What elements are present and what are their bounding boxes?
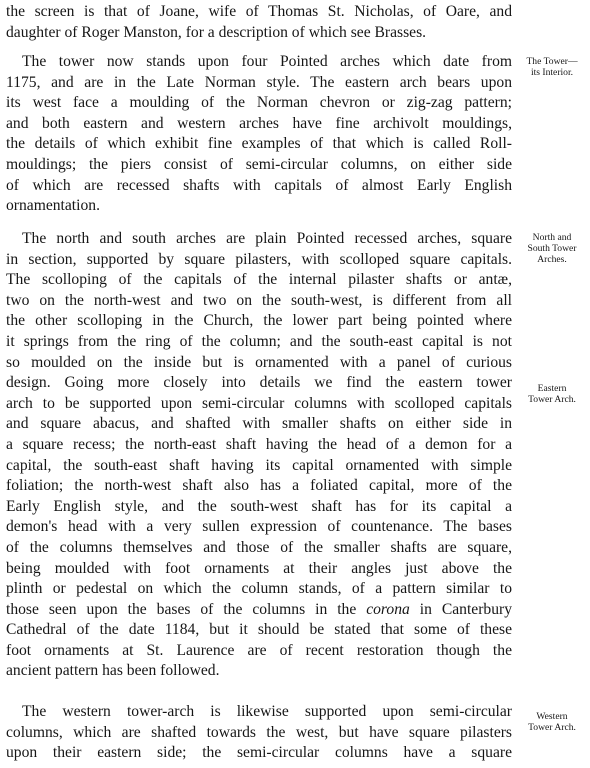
paragraph-tower-interior — [6, 52, 512, 217]
text-line: a square recess; the north-east shaft having the head of a demon for a — [6, 435, 512, 453]
text-line: of the columns themselves and those of the smaller shafts are square, — [6, 538, 512, 556]
paragraph-continuation — [6, 2, 512, 43]
sidenote-line: Western — [536, 711, 568, 722]
sidenote-line: Tower Arch. — [528, 722, 576, 733]
sidenote-line: The Tower— — [526, 56, 578, 67]
text-line: The tower now stands upon four Pointed arches which date from — [22, 53, 512, 70]
text-line: so moulded on the inside but is ornamented with a panel of curious — [6, 353, 512, 371]
text-line: mouldings; the piers consist of semi-circular columns, on either side — [6, 155, 512, 173]
text-line: The western tower-arch is likewise supported upon semi-circular — [22, 703, 512, 720]
text-line: and square abacus, and shafted with smaller shafts on either side in — [6, 415, 512, 433]
text-line: demon's head with a very sullen expression of countenance. The bases — [6, 518, 512, 536]
text-line: daughter of Roger Manston, for a description of which see Brasses. — [6, 23, 427, 41]
italic-word: corona — [366, 600, 410, 618]
text-line: ornamentation. — [6, 197, 100, 215]
sidenote-western-tower-arch — [516, 711, 588, 733]
sidenote-line: Eastern — [537, 383, 567, 394]
text-line: two on the north-west and two on the south-west, is different from all — [6, 291, 512, 309]
text-line: foliation; the north-west shaft also has a foliated capital, more of the — [6, 477, 512, 495]
sidenote-line: Tower Arch. — [528, 394, 576, 405]
text-line: its west face a moulding of the Norman chevron or zig-zag pattern; — [6, 94, 512, 112]
text-line: the screen is that of Joane, wife of Thomas St. Nicholas, of Oare, and — [6, 3, 512, 20]
text-line: of which are recessed shafts with capitals of almost Early English — [6, 176, 512, 194]
text-line: the details of which exhibit fine examples of that which is called Roll- — [6, 135, 512, 153]
text-line: the other scolloping in the Church, the lower part being pointed where — [6, 312, 512, 330]
sidenote-line: its Interior. — [530, 67, 574, 78]
text-line: in section, supported by square pilasters, with scolloped square capitals. — [6, 250, 512, 268]
text-line: Early English style, and the south-west shaft has for its capital a — [6, 497, 512, 515]
paragraph-north-south-arches — [6, 229, 512, 682]
text-line: plinth or pedestal on which the column stands, of a pattern similar to — [6, 580, 512, 598]
text-line: it springs from the ring of the column; and the south-east capital is not — [6, 332, 512, 350]
sidenote-tower-interior — [516, 56, 588, 78]
sidenote-line: North and — [532, 232, 572, 243]
text-line: being moulded with foot ornaments at their angles just above the — [6, 559, 512, 577]
text-line: and both eastern and western arches have fine archivolt mouldings, — [6, 114, 512, 132]
text-line: foot ornaments at St. Laurence are of recent restoration though the — [6, 641, 512, 659]
text-line: arch to be supported upon semi-circular columns with scolloped capitals — [6, 394, 512, 412]
text-segment: those seen upon the bases of the columns in the — [6, 600, 357, 618]
paragraph-western-tower-arch — [6, 702, 512, 764]
sidenote-line: South Tower — [527, 243, 577, 254]
text-line: 1175, and are in the Late Norman style. The eastern arch bears upon — [6, 73, 512, 91]
text-line: columns, which are shafted towards the west, but have square pilasters — [6, 723, 512, 741]
sidenote-north-south-arches — [516, 232, 588, 265]
text-line: capital, the south-east shaft having its capital ornamented with simple — [6, 456, 512, 474]
text-line: The scolloping of the capitals of the internal pilaster shafts or antæ, — [6, 271, 512, 289]
text-line: Cathedral of the date 1184, but it should be stated that some of these — [6, 621, 512, 639]
text-segment: in Canterbury — [409, 600, 512, 618]
text-line-with-italic — [6, 600, 512, 621]
text-line: upon their eastern side; the semi-circular columns have a square — [6, 744, 512, 762]
sidenote-eastern-tower-arch — [516, 383, 588, 405]
sidenote-line: Arches. — [537, 254, 567, 265]
text-line: The north and south arches are plain Pointed recessed arches, square — [22, 230, 512, 247]
text-line: ancient pattern has been followed. — [6, 662, 220, 680]
text-line: design. Going more closely into details we find the eastern tower — [6, 374, 512, 392]
